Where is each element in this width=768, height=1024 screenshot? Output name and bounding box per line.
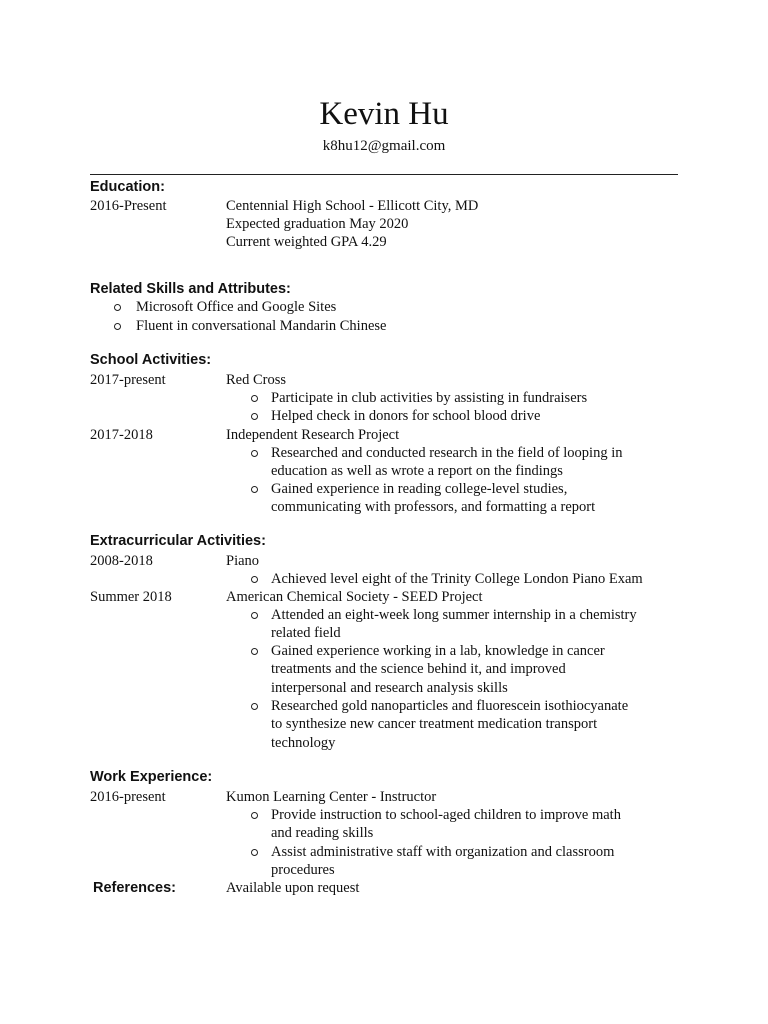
extracurricular-heading: Extracurricular Activities: xyxy=(90,533,266,549)
activity-date: 2017-2018 xyxy=(90,427,153,443)
education-graduation: Expected graduation May 2020 xyxy=(226,216,409,232)
activity-title: Independent Research Project xyxy=(226,427,400,443)
activity-date: Summer 2018 xyxy=(90,589,172,605)
activity-title: Red Cross xyxy=(226,372,287,388)
skills-heading: Related Skills and Attributes: xyxy=(90,281,291,297)
header-divider xyxy=(90,174,678,175)
candidate-name: Kevin Hu xyxy=(319,96,449,132)
activity-bullet: Participate in club activities by assisting in fundraisers xyxy=(271,390,588,406)
bullet-icon xyxy=(251,849,258,856)
activity-bullet: Researched and conducted research in the field of looping in xyxy=(271,445,623,461)
references-heading: References: xyxy=(93,880,177,896)
references-text: Available upon request xyxy=(226,880,360,896)
education-heading: Education: xyxy=(90,179,165,195)
education-gpa: Current weighted GPA 4.29 xyxy=(226,234,387,250)
activity-bullet-continued: education as well as wrote a report on the findings xyxy=(271,463,563,479)
activity-bullet-continued: interpersonal and research analysis skills xyxy=(271,680,508,696)
activity-date: 2008-2018 xyxy=(90,553,153,569)
education-school: Centennial High School - Ellicott City, MD xyxy=(226,198,479,214)
skill-item: Fluent in conversational Mandarin Chinese xyxy=(136,318,387,334)
bullet-icon xyxy=(251,413,258,420)
bullet-icon xyxy=(114,304,121,311)
bullet-icon xyxy=(251,576,258,583)
activity-bullet: Helped check in donors for school blood drive xyxy=(271,408,541,424)
activity-date: 2017-present xyxy=(90,372,166,388)
activity-bullet-continued: technology xyxy=(271,735,336,751)
school-activities-heading: School Activities: xyxy=(90,352,212,368)
candidate-email: k8hu12@gmail.com xyxy=(322,138,446,154)
activity-bullet: Gained experience working in a lab, knowledge in cancer xyxy=(271,643,605,659)
activity-bullet: Attended an eight-week long summer internship in a chemistry xyxy=(271,607,637,623)
activity-bullet: Researched gold nanoparticles and fluorescein isothiocyanate xyxy=(271,698,629,714)
activity-title: American Chemical Society - SEED Project xyxy=(226,589,483,605)
activity-bullet-continued: to synthesize new cancer treatment medication transport xyxy=(271,716,598,732)
bullet-icon xyxy=(251,812,258,819)
bullet-icon xyxy=(251,395,258,402)
bullet-icon xyxy=(251,648,258,655)
activity-bullet-continued: communicating with professors, and formatting a report xyxy=(271,499,596,515)
work-experience-heading: Work Experience: xyxy=(90,769,213,785)
bullet-icon xyxy=(114,323,121,330)
education-date: 2016-Present xyxy=(90,198,167,214)
work-bullet-continued: and reading skills xyxy=(271,825,374,841)
bullet-icon xyxy=(251,703,258,710)
activity-bullet-continued: treatments and the science behind it, and improved xyxy=(271,661,566,677)
work-bullet-continued: procedures xyxy=(271,862,335,878)
activity-bullet: Gained experience in reading college-level studies, xyxy=(271,481,568,497)
skill-item: Microsoft Office and Google Sites xyxy=(136,299,337,315)
activity-title: Piano xyxy=(226,553,260,569)
bullet-icon xyxy=(251,612,258,619)
work-title: Kumon Learning Center - Instructor xyxy=(226,789,437,805)
work-bullet: Assist administrative staff with organization and classroom xyxy=(271,844,615,860)
work-date: 2016-present xyxy=(90,789,166,805)
work-bullet: Provide instruction to school-aged children to improve math xyxy=(271,807,621,823)
bullet-icon xyxy=(251,486,258,493)
activity-bullet: Achieved level eight of the Trinity College London Piano Exam xyxy=(271,571,643,587)
bullet-icon xyxy=(251,450,258,457)
activity-bullet-continued: related field xyxy=(271,625,341,641)
